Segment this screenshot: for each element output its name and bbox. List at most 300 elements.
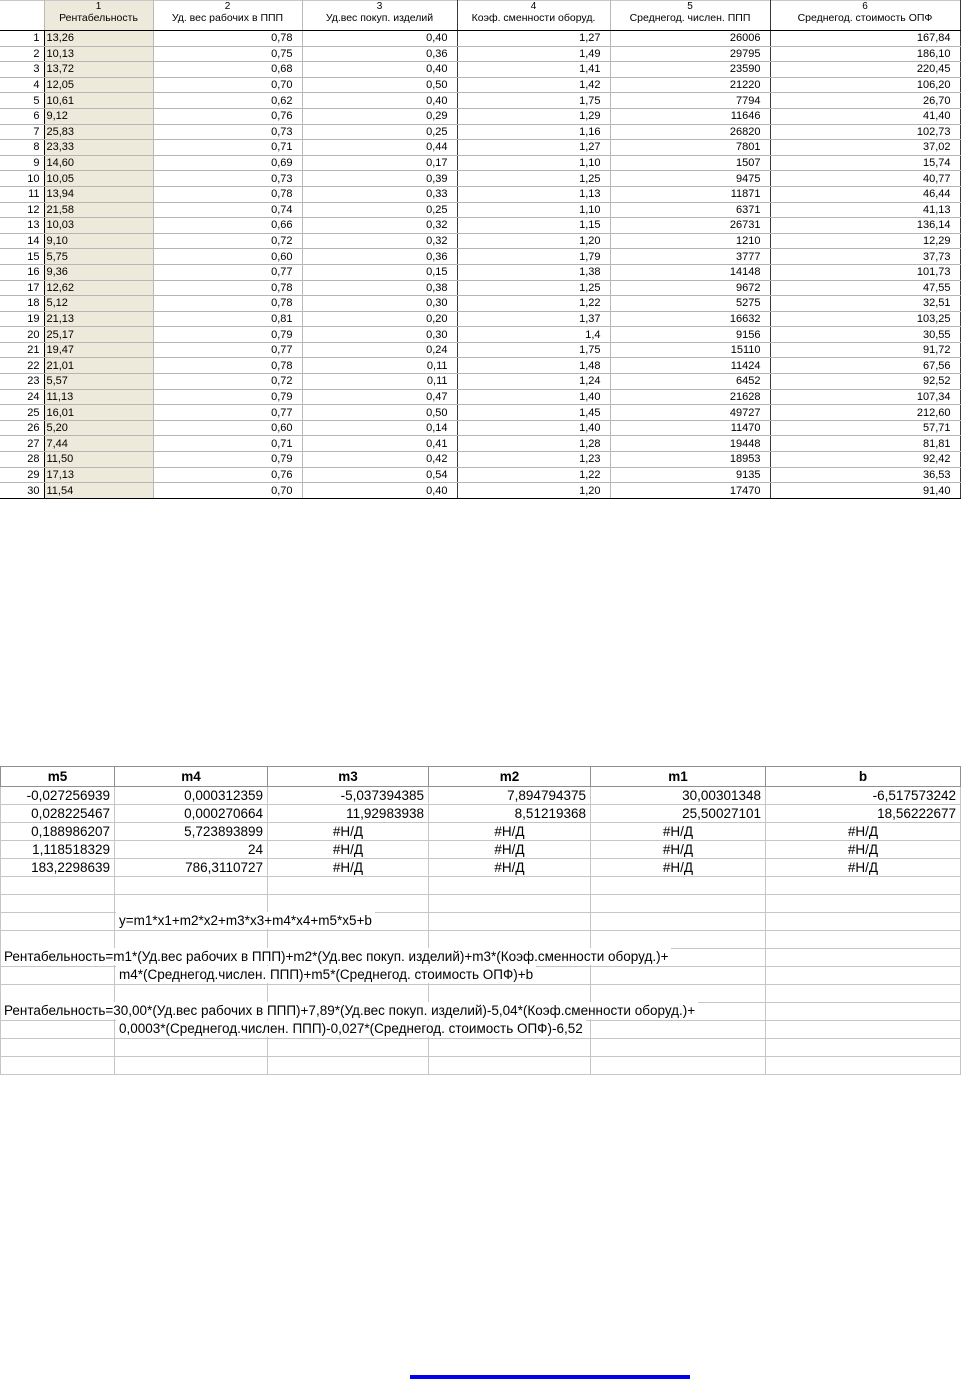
- empty-cell[interactable]: [766, 895, 961, 913]
- linest-cell[interactable]: #Н/Д: [268, 859, 429, 877]
- data-cell[interactable]: 1,79: [457, 249, 610, 265]
- linest-cell[interactable]: #Н/Д: [268, 841, 429, 859]
- data-cell[interactable]: 1,75: [457, 93, 610, 109]
- data-cell[interactable]: 9,12: [44, 108, 153, 124]
- data-cell[interactable]: 0,78: [153, 358, 302, 374]
- data-cell[interactable]: 0,40: [302, 483, 457, 499]
- data-cell[interactable]: 5,20: [44, 420, 153, 436]
- data-cell[interactable]: 0,76: [153, 467, 302, 483]
- data-cell[interactable]: 1,25: [457, 171, 610, 187]
- data-cell[interactable]: 7794: [610, 93, 770, 109]
- data-cell[interactable]: 41,13: [770, 202, 960, 218]
- data-cell[interactable]: 0,78: [153, 186, 302, 202]
- data-cell[interactable]: 0,73: [153, 124, 302, 140]
- data-cell[interactable]: 212,60: [770, 405, 960, 421]
- data-cell[interactable]: 1,24: [457, 374, 610, 390]
- data-cell[interactable]: 107,34: [770, 389, 960, 405]
- empty-cell[interactable]: [1, 1057, 115, 1075]
- empty-cell[interactable]: [766, 985, 961, 1003]
- linest-cell[interactable]: -0,027256939: [1, 787, 115, 805]
- data-cell[interactable]: 0,72: [153, 374, 302, 390]
- data-cell[interactable]: 16632: [610, 311, 770, 327]
- data-cell[interactable]: 92,52: [770, 374, 960, 390]
- data-cell[interactable]: 1,22: [457, 296, 610, 312]
- empty-cell[interactable]: [591, 895, 766, 913]
- linest-cell[interactable]: #Н/Д: [591, 823, 766, 841]
- data-cell[interactable]: 21,01: [44, 358, 153, 374]
- row-number-cell[interactable]: 20: [0, 327, 44, 343]
- empty-cell[interactable]: [115, 1057, 268, 1075]
- data-cell[interactable]: 0,47: [302, 389, 457, 405]
- row-number-cell[interactable]: 21: [0, 342, 44, 358]
- data-cell[interactable]: 21220: [610, 77, 770, 93]
- data-cell[interactable]: 11470: [610, 420, 770, 436]
- linest-header-row: [1, 767, 961, 787]
- data-cell[interactable]: 1,10: [457, 155, 610, 171]
- data-cell[interactable]: 1,25: [457, 280, 610, 296]
- data-cell[interactable]: 14148: [610, 264, 770, 280]
- data-cell[interactable]: 1,15: [457, 218, 610, 234]
- data-cell[interactable]: 47,55: [770, 280, 960, 296]
- data-cell[interactable]: 0,71: [153, 436, 302, 452]
- empty-cell[interactable]: [766, 1021, 961, 1039]
- data-cell[interactable]: 1,16: [457, 124, 610, 140]
- linest-cell[interactable]: 183,2298639: [1, 859, 115, 877]
- data-cell[interactable]: 1,42: [457, 77, 610, 93]
- data-cell[interactable]: 13,26: [44, 31, 153, 47]
- empty-cell[interactable]: [268, 931, 429, 949]
- empty-cell[interactable]: [429, 913, 591, 931]
- empty-cell[interactable]: [591, 985, 766, 1003]
- data-cell[interactable]: 0,77: [153, 264, 302, 280]
- empty-cell[interactable]: [1, 967, 115, 985]
- row-number-cell[interactable]: 8: [0, 140, 44, 156]
- empty-cell[interactable]: [268, 895, 429, 913]
- data-cell[interactable]: 0,15: [302, 264, 457, 280]
- data-cell[interactable]: 0,30: [302, 296, 457, 312]
- empty-cell[interactable]: [115, 985, 268, 1003]
- data-cell[interactable]: 106,20: [770, 77, 960, 93]
- data-cell[interactable]: 21628: [610, 389, 770, 405]
- data-cell[interactable]: 19,47: [44, 342, 153, 358]
- data-cell[interactable]: 0,60: [153, 420, 302, 436]
- linest-cell[interactable]: 24: [115, 841, 268, 859]
- data-cell[interactable]: 0,79: [153, 327, 302, 343]
- row-number-cell[interactable]: 16: [0, 264, 44, 280]
- empty-cell[interactable]: [591, 1039, 766, 1057]
- data-cell[interactable]: 0,54: [302, 467, 457, 483]
- empty-cell[interactable]: [591, 931, 766, 949]
- data-cell[interactable]: 1,13: [457, 186, 610, 202]
- data-cell[interactable]: 26,70: [770, 93, 960, 109]
- row-number-cell[interactable]: 5: [0, 93, 44, 109]
- linest-cell[interactable]: 0,000312359: [115, 787, 268, 805]
- data-cell[interactable]: 23,33: [44, 140, 153, 156]
- data-cell[interactable]: 0,78: [153, 280, 302, 296]
- data-cell[interactable]: 0,69: [153, 155, 302, 171]
- row-number-cell[interactable]: 9: [0, 155, 44, 171]
- data-cell[interactable]: 1,40: [457, 420, 610, 436]
- row-number-cell[interactable]: 11: [0, 186, 44, 202]
- formula-numeric-line2-cell[interactable]: 0,0003*(Среднегод.числен. ППП)-0,027*(Среднегод. стоимость ОПФ)-6,52: [116, 1020, 586, 1037]
- data-cell[interactable]: 30,55: [770, 327, 960, 343]
- formula-numeric-line1-cell[interactable]: Рентабельность=30,00*(Уд.вес рабочих в ППП)+7,89*(Уд.вес покуп. изделий)-5,04*(Коэф.сменности оборуд.)+: [1, 1002, 698, 1019]
- linest-cell[interactable]: #Н/Д: [766, 841, 961, 859]
- data-cell[interactable]: 0,72: [153, 233, 302, 249]
- row-number-cell[interactable]: 3: [0, 62, 44, 78]
- row-number-cell[interactable]: 12: [0, 202, 44, 218]
- data-cell[interactable]: 1210: [610, 233, 770, 249]
- linest-cell[interactable]: #Н/Д: [766, 823, 961, 841]
- data-cell[interactable]: 7,44: [44, 436, 153, 452]
- data-cell[interactable]: 0,73: [153, 171, 302, 187]
- data-cell[interactable]: 0,36: [302, 249, 457, 265]
- row-number-cell[interactable]: 15: [0, 249, 44, 265]
- data-cell[interactable]: 46,44: [770, 186, 960, 202]
- data-cell[interactable]: 12,29: [770, 233, 960, 249]
- data-cell[interactable]: 10,13: [44, 46, 153, 62]
- data-cell[interactable]: 36,53: [770, 467, 960, 483]
- data-cell[interactable]: 1,49: [457, 46, 610, 62]
- data-cell[interactable]: 0,11: [302, 358, 457, 374]
- data-cell[interactable]: 1,40: [457, 389, 610, 405]
- data-cell[interactable]: 37,02: [770, 140, 960, 156]
- linest-cell[interactable]: 0,028225467: [1, 805, 115, 823]
- row-number-cell[interactable]: 10: [0, 171, 44, 187]
- data-cell[interactable]: 37,73: [770, 249, 960, 265]
- row-number-cell[interactable]: 7: [0, 124, 44, 140]
- empty-cell[interactable]: [766, 1039, 961, 1057]
- data-cell[interactable]: 10,05: [44, 171, 153, 187]
- linest-cell[interactable]: #Н/Д: [268, 823, 429, 841]
- linest-cell[interactable]: -5,037394385: [268, 787, 429, 805]
- data-cell[interactable]: 0,41: [302, 436, 457, 452]
- data-cell[interactable]: 0,36: [302, 46, 457, 62]
- empty-cell[interactable]: [429, 1039, 591, 1057]
- empty-cell[interactable]: [268, 1057, 429, 1075]
- data-cell[interactable]: 11871: [610, 186, 770, 202]
- linest-cell[interactable]: 1,118518329: [1, 841, 115, 859]
- data-cell[interactable]: 0,30: [302, 327, 457, 343]
- data-cell[interactable]: 0,42: [302, 452, 457, 468]
- row-number-cell[interactable]: 19: [0, 311, 44, 327]
- data-cell[interactable]: 11646: [610, 108, 770, 124]
- data-cell[interactable]: 220,45: [770, 62, 960, 78]
- data-cell[interactable]: 0,60: [153, 249, 302, 265]
- data-cell[interactable]: 1,10: [457, 202, 610, 218]
- data-cell[interactable]: 1,27: [457, 31, 610, 47]
- row-number-cell[interactable]: 22: [0, 358, 44, 374]
- linest-row: [1, 823, 961, 841]
- data-cell[interactable]: 6371: [610, 202, 770, 218]
- data-cell[interactable]: 5,12: [44, 296, 153, 312]
- data-cell[interactable]: 103,25: [770, 311, 960, 327]
- row-number-cell[interactable]: 25: [0, 405, 44, 421]
- empty-cell[interactable]: [591, 1021, 766, 1039]
- data-cell[interactable]: 136,14: [770, 218, 960, 234]
- empty-cell[interactable]: [766, 913, 961, 931]
- data-cell[interactable]: 10,61: [44, 93, 153, 109]
- data-cell[interactable]: 7801: [610, 140, 770, 156]
- linest-cell[interactable]: 0,000270664: [115, 805, 268, 823]
- data-cell[interactable]: 17,13: [44, 467, 153, 483]
- empty-cell[interactable]: [766, 1057, 961, 1075]
- data-cell[interactable]: 1,20: [457, 483, 610, 499]
- empty-cell[interactable]: [766, 967, 961, 985]
- linest-cell[interactable]: #Н/Д: [766, 859, 961, 877]
- data-cell[interactable]: 9135: [610, 467, 770, 483]
- data-cell[interactable]: 0,66: [153, 218, 302, 234]
- formula-named-line1-cell[interactable]: Рентабельность=m1*(Уд.вес рабочих в ППП)+m2*(Уд.вес покуп. изделий)+m3*(Коэф.сменности оборуд.)+: [1, 948, 671, 965]
- linest-cell[interactable]: 7,894794375: [429, 787, 591, 805]
- data-cell[interactable]: 0,77: [153, 405, 302, 421]
- data-cell[interactable]: 9,36: [44, 264, 153, 280]
- data-cell[interactable]: 26006: [610, 31, 770, 47]
- empty-cell[interactable]: [115, 1039, 268, 1057]
- empty-cell[interactable]: [1, 931, 115, 949]
- empty-cell[interactable]: [429, 931, 591, 949]
- linest-cell[interactable]: #Н/Д: [429, 823, 591, 841]
- data-cell[interactable]: 18953: [610, 452, 770, 468]
- data-cell[interactable]: 0,74: [153, 202, 302, 218]
- row-number-cell[interactable]: 6: [0, 108, 44, 124]
- row-number-cell[interactable]: 1: [0, 31, 44, 47]
- data-cell[interactable]: 10,03: [44, 218, 153, 234]
- data-cell[interactable]: 6452: [610, 374, 770, 390]
- data-cell[interactable]: 0,79: [153, 389, 302, 405]
- data-cell[interactable]: 0,68: [153, 62, 302, 78]
- column-number: 6: [862, 1, 868, 12]
- empty-cell[interactable]: [1, 1021, 115, 1039]
- linest-cell[interactable]: #Н/Д: [591, 859, 766, 877]
- linest-cell[interactable]: 0,188986207: [1, 823, 115, 841]
- data-cell[interactable]: 0,40: [302, 93, 457, 109]
- data-cell[interactable]: 101,73: [770, 264, 960, 280]
- row-number-cell[interactable]: 2: [0, 46, 44, 62]
- linest-cell[interactable]: 30,00301348: [591, 787, 766, 805]
- data-cell[interactable]: 11,54: [44, 483, 153, 499]
- empty-cell[interactable]: [591, 877, 766, 895]
- row-number-cell[interactable]: 23: [0, 374, 44, 390]
- row-number-cell[interactable]: 13: [0, 218, 44, 234]
- empty-cell[interactable]: [429, 895, 591, 913]
- data-cell[interactable]: 9672: [610, 280, 770, 296]
- data-cell[interactable]: 26820: [610, 124, 770, 140]
- data-cell[interactable]: 67,56: [770, 358, 960, 374]
- linest-cell[interactable]: #Н/Д: [429, 841, 591, 859]
- data-cell[interactable]: 0,38: [302, 280, 457, 296]
- data-cell[interactable]: 0,44: [302, 140, 457, 156]
- formula-named-line2-cell[interactable]: m4*(Среднегод.числен. ППП)+m5*(Среднегод. стоимость ОПФ)+b: [116, 966, 536, 983]
- data-cell[interactable]: 12,05: [44, 77, 153, 93]
- data-cell[interactable]: 1,4: [457, 327, 610, 343]
- empty-cell[interactable]: [268, 985, 429, 1003]
- data-cell[interactable]: 0,39: [302, 171, 457, 187]
- data-cell[interactable]: 0,75: [153, 46, 302, 62]
- data-cell[interactable]: 102,73: [770, 124, 960, 140]
- data-cell[interactable]: 91,40: [770, 483, 960, 499]
- empty-cell[interactable]: [429, 877, 591, 895]
- empty-cell[interactable]: [1, 1039, 115, 1057]
- empty-cell[interactable]: [429, 985, 591, 1003]
- linest-cell[interactable]: 11,92983938: [268, 805, 429, 823]
- data-cell[interactable]: 41,40: [770, 108, 960, 124]
- source-data-table[interactable]: [0, 0, 961, 499]
- table-row: [0, 358, 960, 374]
- data-cell[interactable]: 5275: [610, 296, 770, 312]
- linest-cell[interactable]: 786,3110727: [115, 859, 268, 877]
- data-cell[interactable]: 17470: [610, 483, 770, 499]
- data-cell[interactable]: 1,75: [457, 342, 610, 358]
- data-cell[interactable]: 0,40: [302, 62, 457, 78]
- data-cell[interactable]: 0,25: [302, 124, 457, 140]
- empty-cell[interactable]: [1, 895, 115, 913]
- data-cell[interactable]: 29795: [610, 46, 770, 62]
- empty-cell[interactable]: [115, 895, 268, 913]
- row-number-cell[interactable]: 28: [0, 452, 44, 468]
- row-number-cell[interactable]: 4: [0, 77, 44, 93]
- empty-cell[interactable]: [766, 1003, 961, 1021]
- data-cell[interactable]: 9156: [610, 327, 770, 343]
- data-cell[interactable]: 21,13: [44, 311, 153, 327]
- empty-cell[interactable]: [766, 877, 961, 895]
- data-cell[interactable]: 21,58: [44, 202, 153, 218]
- empty-cell[interactable]: [115, 877, 268, 895]
- linest-cell[interactable]: #Н/Д: [429, 859, 591, 877]
- data-cell[interactable]: 0,78: [153, 296, 302, 312]
- data-cell[interactable]: 0,32: [302, 233, 457, 249]
- data-cell[interactable]: 13,72: [44, 62, 153, 78]
- linest-cell[interactable]: #Н/Д: [591, 841, 766, 859]
- data-cell[interactable]: 11424: [610, 358, 770, 374]
- empty-cell[interactable]: [1, 913, 115, 931]
- data-cell[interactable]: 23590: [610, 62, 770, 78]
- empty-cell[interactable]: [268, 877, 429, 895]
- linest-cell[interactable]: -6,517573242: [766, 787, 961, 805]
- data-cell[interactable]: 1,48: [457, 358, 610, 374]
- data-cell[interactable]: 81,81: [770, 436, 960, 452]
- row-number-cell[interactable]: 14: [0, 233, 44, 249]
- data-cell[interactable]: 1,37: [457, 311, 610, 327]
- row-number-cell[interactable]: 18: [0, 296, 44, 312]
- data-cell[interactable]: 15110: [610, 342, 770, 358]
- data-cell[interactable]: 0,77: [153, 342, 302, 358]
- column-label: Среднегод. числен. ППП: [629, 12, 751, 24]
- data-cell[interactable]: 167,84: [770, 31, 960, 47]
- data-cell[interactable]: 91,72: [770, 342, 960, 358]
- empty-cell[interactable]: [766, 949, 961, 967]
- data-cell[interactable]: 40,77: [770, 171, 960, 187]
- data-cell[interactable]: 0,20: [302, 311, 457, 327]
- data-cell[interactable]: 0,24: [302, 342, 457, 358]
- row-number-cell[interactable]: 29: [0, 467, 44, 483]
- data-cell[interactable]: 1,45: [457, 405, 610, 421]
- data-cell[interactable]: 19448: [610, 436, 770, 452]
- data-cell[interactable]: 1,23: [457, 452, 610, 468]
- data-cell[interactable]: 1,27: [457, 140, 610, 156]
- data-cell[interactable]: 57,71: [770, 420, 960, 436]
- data-cell[interactable]: 0,62: [153, 93, 302, 109]
- data-cell[interactable]: 9475: [610, 171, 770, 187]
- data-cell[interactable]: 25,83: [44, 124, 153, 140]
- data-cell[interactable]: 0,40: [302, 31, 457, 47]
- data-cell[interactable]: 9,10: [44, 233, 153, 249]
- table-row: [0, 171, 960, 187]
- data-cell[interactable]: 0,25: [302, 202, 457, 218]
- data-cell[interactable]: 0,11: [302, 374, 457, 390]
- empty-cell[interactable]: [429, 1057, 591, 1075]
- data-cell[interactable]: 0,71: [153, 140, 302, 156]
- data-cell[interactable]: 25,17: [44, 327, 153, 343]
- data-cell[interactable]: 11,13: [44, 389, 153, 405]
- data-cell[interactable]: 0,70: [153, 483, 302, 499]
- empty-cell[interactable]: [591, 1057, 766, 1075]
- data-cell[interactable]: 186,10: [770, 46, 960, 62]
- data-cell[interactable]: 0,50: [302, 405, 457, 421]
- linest-cell[interactable]: 5,723893899: [115, 823, 268, 841]
- data-cell[interactable]: 0,50: [302, 77, 457, 93]
- row-number-cell[interactable]: 17: [0, 280, 44, 296]
- empty-cell[interactable]: [1, 877, 115, 895]
- data-cell[interactable]: 49727: [610, 405, 770, 421]
- data-cell[interactable]: 0,32: [302, 218, 457, 234]
- data-cell[interactable]: 16,01: [44, 405, 153, 421]
- data-cell[interactable]: 92,42: [770, 452, 960, 468]
- data-cell[interactable]: 5,57: [44, 374, 153, 390]
- empty-cell[interactable]: [591, 967, 766, 985]
- empty-cell[interactable]: [1, 985, 115, 1003]
- row-number-cell[interactable]: 26: [0, 420, 44, 436]
- formula-generic-cell[interactable]: y=m1*x1+m2*x2+m3*x3+m4*x4+m5*x5+b: [116, 912, 375, 929]
- data-cell[interactable]: 0,33: [302, 186, 457, 202]
- data-cell[interactable]: 1,38: [457, 264, 610, 280]
- data-cell[interactable]: 0,76: [153, 108, 302, 124]
- data-cell[interactable]: 12,62: [44, 280, 153, 296]
- data-cell[interactable]: 1,22: [457, 467, 610, 483]
- data-cell[interactable]: 5,75: [44, 249, 153, 265]
- empty-cell[interactable]: [115, 931, 268, 949]
- data-cell[interactable]: 1,41: [457, 62, 610, 78]
- data-cell[interactable]: 3777: [610, 249, 770, 265]
- empty-cell[interactable]: [766, 931, 961, 949]
- data-cell[interactable]: 11,50: [44, 452, 153, 468]
- row-number-cell[interactable]: 24: [0, 389, 44, 405]
- linest-cell[interactable]: 18,56222677: [766, 805, 961, 823]
- data-cell[interactable]: 0,17: [302, 155, 457, 171]
- data-cell[interactable]: 15,74: [770, 155, 960, 171]
- data-cell[interactable]: 0,79: [153, 452, 302, 468]
- data-cell[interactable]: 0,14: [302, 420, 457, 436]
- data-cell[interactable]: 32,51: [770, 296, 960, 312]
- empty-cell[interactable]: [591, 913, 766, 931]
- data-cell[interactable]: 13,94: [44, 186, 153, 202]
- data-cell[interactable]: 1,29: [457, 108, 610, 124]
- data-cell[interactable]: 26731: [610, 218, 770, 234]
- data-cell[interactable]: 1507: [610, 155, 770, 171]
- data-cell[interactable]: 1,20: [457, 233, 610, 249]
- row-number-cell[interactable]: 30: [0, 483, 44, 499]
- data-cell[interactable]: 14,60: [44, 155, 153, 171]
- linest-cell[interactable]: 8,51219368: [429, 805, 591, 823]
- data-cell[interactable]: 1,28: [457, 436, 610, 452]
- data-cell[interactable]: 0,70: [153, 77, 302, 93]
- data-cell[interactable]: 0,78: [153, 31, 302, 47]
- row-number-cell[interactable]: 27: [0, 436, 44, 452]
- linest-cell[interactable]: 25,50027101: [591, 805, 766, 823]
- empty-cell[interactable]: [268, 1039, 429, 1057]
- data-cell[interactable]: 0,81: [153, 311, 302, 327]
- data-cell[interactable]: 0,29: [302, 108, 457, 124]
